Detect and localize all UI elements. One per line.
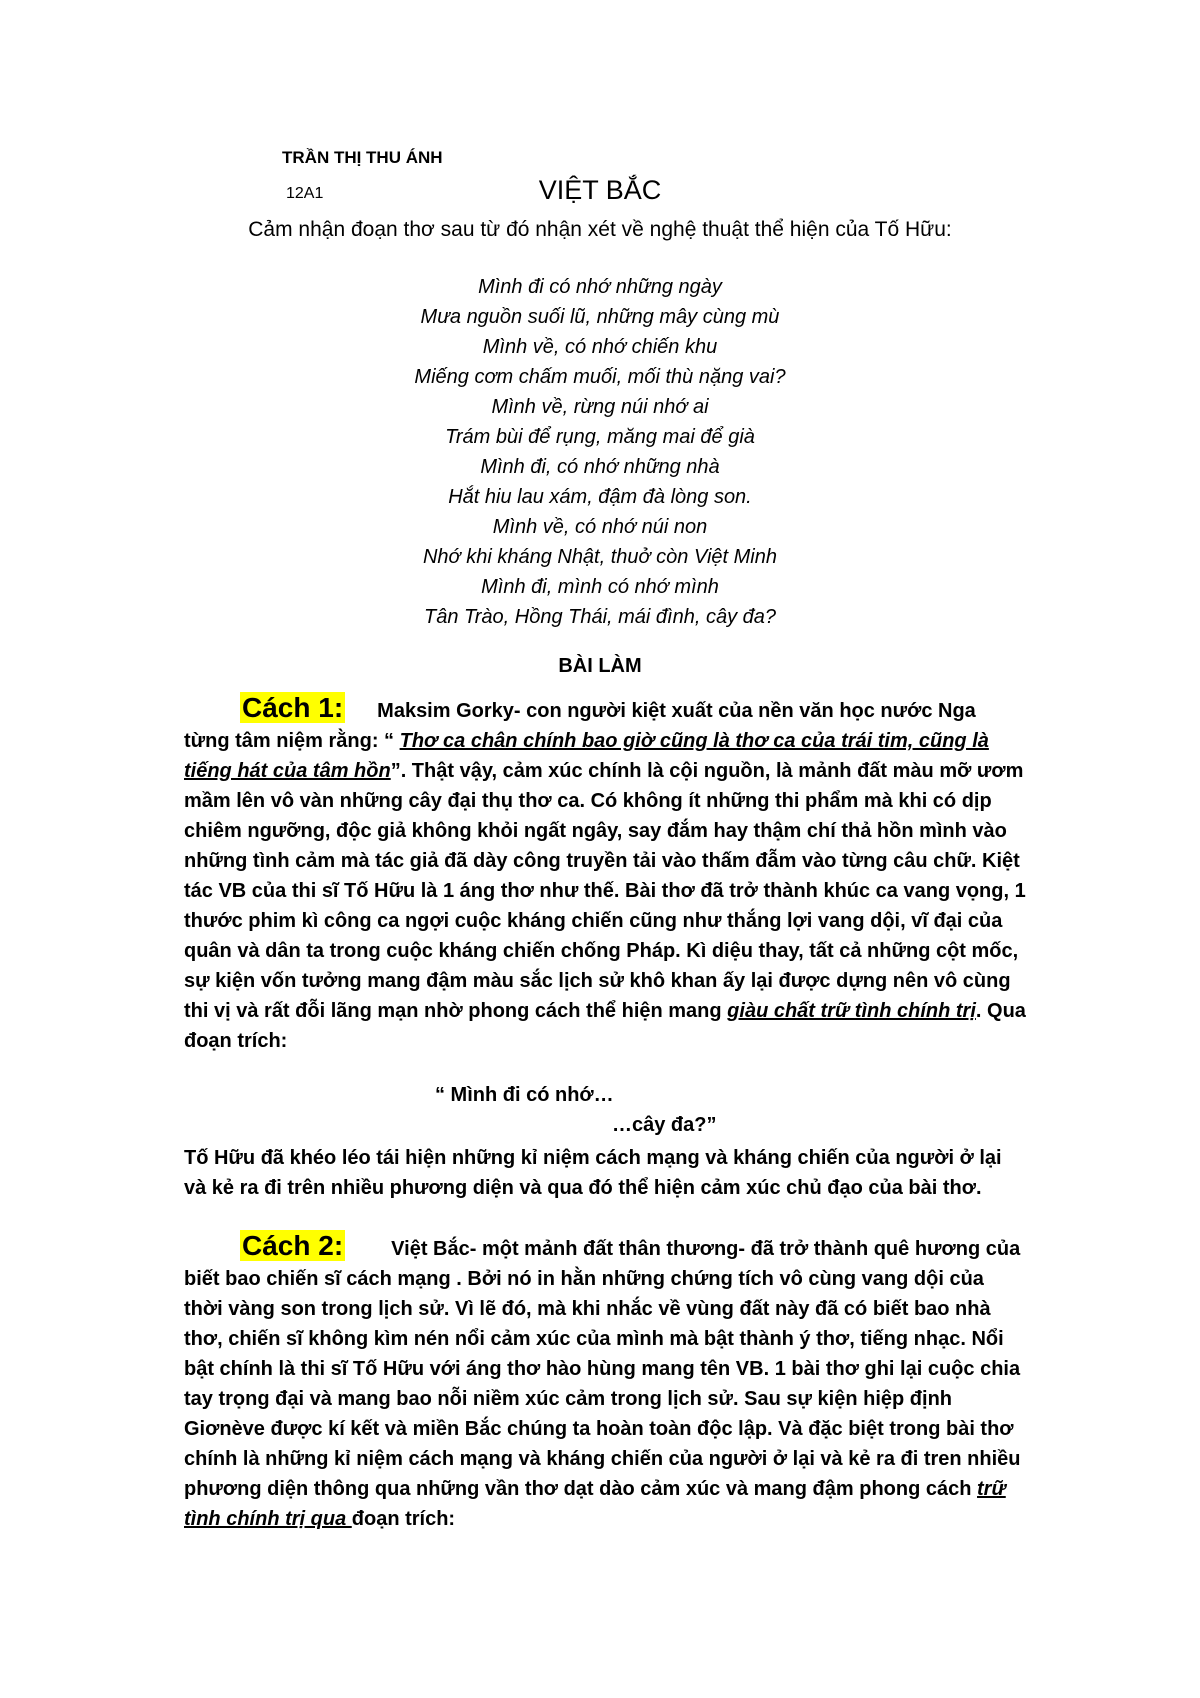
page-title: VIỆT BẮC [538,175,662,205]
essay-way-2 [184,1231,1026,1534]
poem-line: Trám bùi để rụng, măng mai để già [445,426,755,448]
way-1-body: ”. Thật vậy, cảm xúc chính là cội nguồn, là mảnh đất màu mỡ ươm mầm lên vô vàn những cây đại thụ thơ ca. Có không ít những thi phẩm mà khi có dịp chiêm ngưỡng, độc giả không khỏi ngất ngây, say đắm hay thậm chí thả hồn mình vào những tình cảm mà tác giả đã dày công truyền tải vào thấm đẫm vào từng câu chữ. Kiệt tác VB của thi sĩ Tố Hữu là 1 áng thơ như thế. Bài thơ đã trở thành khúc ca vang vọng, 1 thước phim kì công ca ngợi cuộc kháng chiến cũng như thắng lợi vang dội, vĩ đại của quân và dân ta trong cuộc kháng chiến chống Pháp. Kì diệu thay, tất cả những cột mốc, sự kiện vốn tưởng mang đậm màu sắc lịch sử khô khan ấy lại được dựng nên vô cùng thi vị và rất đỗi lãng mạn nhờ phong cách thể hiện mang [184,760,1026,1022]
poem-line: Mình về, có nhớ núi non [492,516,708,538]
poem-line: Nhớ khi kháng Nhật, thuở còn Việt Minh [422,546,777,568]
poem [0,272,1200,632]
author-name: TRẦN THỊ THU ÁNH [282,148,443,167]
excerpt-start: “ Mình đi có nhớ… [435,1084,614,1106]
class-label: 12A1 [286,185,324,202]
poem-line: Mưa nguồn suối lũ, những mây cùng mù [420,306,780,328]
way-2-style-phrase: trữ tình chính trị qua [184,1478,1006,1530]
poem-line: Mình đi, có nhớ những nhà [480,456,720,478]
poem-line: Miếng cơm chấm muối, mối thù nặng vai? [414,366,786,388]
way-1-style-phrase: giàu chất trữ tình chính trị [727,1000,976,1022]
essay-way-1 [184,693,1026,1056]
gorky-quote: Thơ ca chân chính bao giờ cũng là thơ ca của trái tim, cũng là tiếng hát của tâm hồn [184,730,989,782]
poem-line: Tân Trào, Hồng Thái, mái đình, cây đa? [423,606,777,628]
way-2-body: Việt Bắc- một mảnh đất thân thương- đã trở thành quê hương của biết bao chiến sĩ cách mạng . Bởi nó in hằn những chứng tích vô cùng vang dội của thời vàng son trong lịch sử. Vì lẽ đó, mà khi nhắc về vùng đất này đã có biết bao nhà thơ, chiến sĩ không kìm nén nổi cảm xúc của mình mà bật thành ý thơ, tiếng nhạc. Nổi bật chính là thi sĩ Tố Hữu với áng thơ hào hùng mang tên VB. 1 bài thơ ghi lại cuộc chia tay trọng đại và mang bao nỗi niềm xúc cảm trong lịch sử. Sau sự kiện hiệp định Giơnève được kí kết và miền Bắc chúng ta hoàn toàn độc lập. Và đặc biệt trong bài thơ chính là những kỉ niệm cách mạng và kháng chiến của người ở lại và kẻ ra đi tren nhiều phương diện thông qua những vần thơ dạt dào cảm xúc và mang đậm phong cách [184,1238,1021,1500]
section-heading: BÀI LÀM [558,655,642,677]
poem-line: Mình về, có nhớ chiến khu [482,336,718,358]
way-2-label: Cách 2: [242,1230,344,1261]
way-1-conclusion: Tố Hữu đã khéo léo tái hiện những kỉ niệm cách mạng và kháng chiến của người ở lại và kẻ ra đi trên nhiều phương diện và qua đó thể hiện cảm xúc chủ đạo của bài thơ. [184,1147,1002,1199]
poem-line: Mình đi có nhớ những ngày [478,276,722,298]
way-1-label: Cách 1: [242,692,344,723]
assignment-prompt: Cảm nhận đoạn thơ sau từ đó nhận xét về nghệ thuật thể hiện của Tố Hữu: [248,218,952,241]
way-1-tail: . Qua đoạn trích: [184,1000,1026,1052]
way-2-tail: đoạn trích: [351,1508,456,1530]
poem-line: Mình đi, mình có nhớ mình [481,576,719,598]
poem-line: Mình về, rừng núi nhớ ai [491,396,709,418]
poem-line: Hắt hiu lau xám, đậm đà lòng son. [448,486,752,508]
excerpt-end: …cây đa?” [612,1114,717,1136]
way-1-intro: Maksim Gorky- con người kiệt xuất của nền văn học nước Nga từng tâm niệm rằng: “ [184,700,976,752]
